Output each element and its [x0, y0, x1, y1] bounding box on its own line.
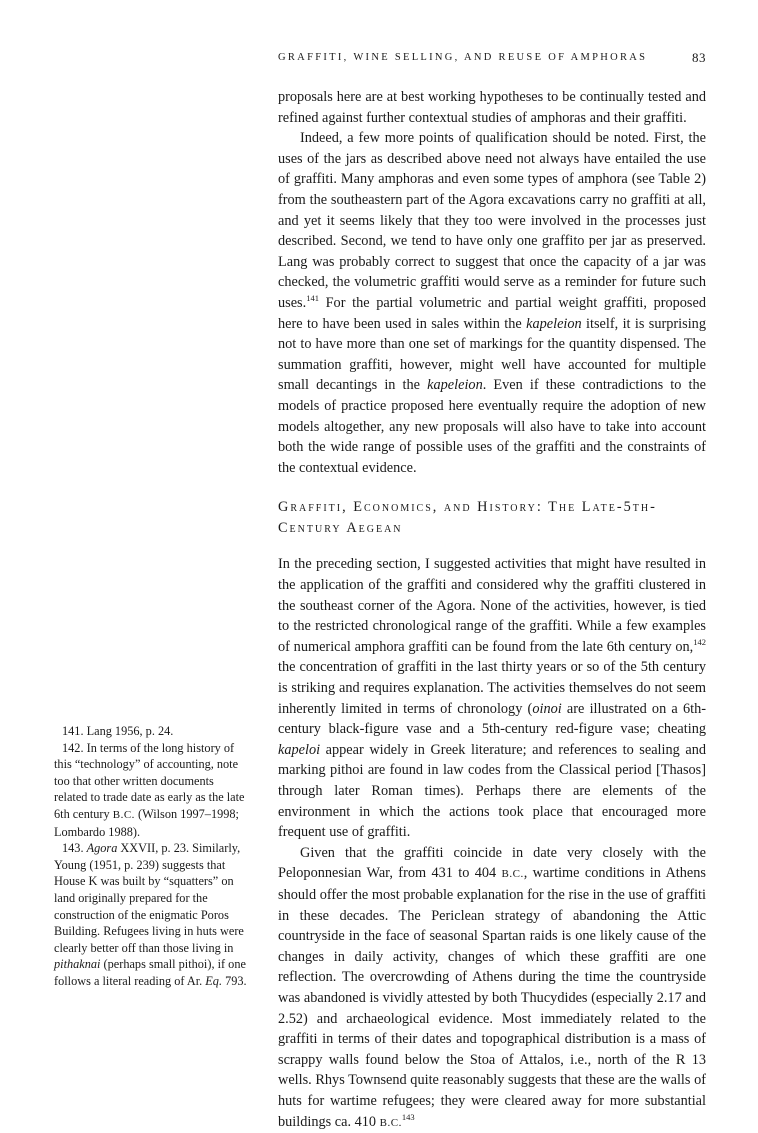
footnote-ref-141[interactable]: 141	[306, 293, 319, 304]
section-heading: Graffiti, Economics, and History: The Late-5th-Century Aegean	[278, 499, 657, 536]
main-text	[278, 87, 706, 1133]
footnote-ref-143[interactable]: 143	[401, 1111, 415, 1122]
paragraph-4: Given that the graffiti coincide in date very closely with the Peloponnesian War, from 431 to 404 B.C., wartime conditions in Athens should offer the most probable explanation for the rise in the use of graffiti in these decades. The Periclean strategy of abandoning the Attic countryside in the face of seasonal Spartan raids is one likely cause of the changes in daily activity, changes of which these graffiti are one reflection. The overcrowding of Athens during the time the countryside was abandoned is vividly attested by both Thucydides (especially 2.17 and 2.52) and archaeological evidence. Most immediately related to the graffiti in terms of their dates and topographical distribution is a mass of scrappy walls found below the Stoa of Attalos, i.e., north of the R 13 wells. Rhys Townsend quite reasonably suggests that these are the walls of huts for wartime refugees; they were cleared away for more substantial buildings ca. 410 B.C.$^{143}$	[278, 844, 706, 1130]
footnote-141: 141. Lang 1956, p. 24.	[62, 724, 174, 738]
page-number: 83	[692, 50, 706, 65]
paragraph-2: Indeed, a few more points of qualification should be noted. First, the uses of the jars as described above need not always have entailed the use of graffiti. Many amphoras and even some types of amphora (see Table 2) from the southeastern part of the Agora excavations carry no graffiti at all, and yet it seems likely that they too were involved in the processes just described. Second, we tend to have only one graffito per jar as preserved. Lang was probably correct to suggest that once the capacity of a jar was checked, the volumetric graffiti would serve as a reminder for future such uses.$^{141}$ For the partial volumetric and partial weight graffiti, proposed here to have been used in sales within the kapeleion itself, it is surprising not to have more than one set of markings for the quantity dispensed. The summation graffiti, however, might well have accounted for multiple small decantings in the kapeleion. Even if these contradictions to the models of practice proposed here eventually require the adoption of new models altogether, any new proposals will also have to take into account both the wide range of possible uses of the graffiti and the constraints of the contextual evidence.	[278, 130, 706, 476]
running-title: GRAFFITI, WINE SELLING, AND REUSE OF AMPHORAS	[278, 52, 648, 63]
footnote-ref-142[interactable]: 142	[693, 637, 706, 648]
sidenotes	[54, 723, 248, 990]
footnote-143: 143. Agora XXVII, p. 23. Similarly, Young (1951, p. 239) suggests that House K was built by “squatters” on land originally prepared for the construction of the enigmatic Poros Building. Refugees living in huts were clearly better off than those living in pithaknai (perhaps small pithoi), if one follows a literal reading of Ar. Eq. 793.	[54, 841, 247, 988]
paragraph-1: proposals here are at best working hypotheses to be continually tested and refined against further contextual studies of amphoras and their graffiti.	[278, 89, 706, 126]
footnote-142: 142. In terms of the long history of this “technology” of accounting, note too that other written documents related to trade date as early as the late 6th century B.C. (Wilson 1997–1998; Lombardo 1988).	[54, 740, 245, 839]
paragraph-3: In the preceding section, I suggested activities that might have resulted in the application of the graffiti and considered why the graffiti clustered in the southeast corner of the Agora. None of the activities, however, is tied to the restricted chronological range of the graffiti. While a few examples of numerical amphora graffiti can be found from the late 6th century on,$^{142}$ the concentration of graffiti in the last thirty years or so of the 5th century is striking and requires explanation. The activities themselves do not seem inherently limited in terms of chronology (oinoi are illustrated on a 6th-century black-figure vase and a 5th-century red-figure vase; cheating kapeloi appear widely in Greek literature; and references to sealing and marking pithoi are found in law codes from the Classical period [Thasos] through later Roman times). Perhaps there are elements of the environment in which the actions took place that encouraged more frequent use of graffiti.	[278, 556, 706, 841]
